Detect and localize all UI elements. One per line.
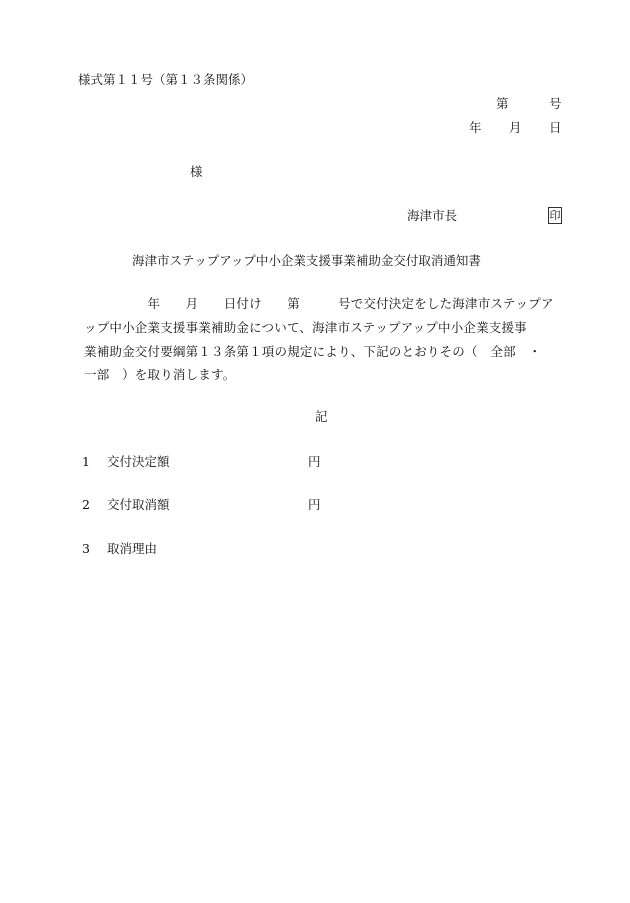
item-number: 3 bbox=[82, 541, 90, 556]
body-line-1: 年 月 日付け 第 号で交付決定をした海津市ステップア bbox=[84, 296, 554, 311]
body-line-3: 業補助金交付要綱第１３条第１項の規定により、下記のとおりその（ 全部 ・ bbox=[84, 344, 542, 359]
item-label: 交付決定額 bbox=[107, 454, 170, 469]
document-title: 海津市ステップアップ中小企業支援事業補助金交付取消通知書 bbox=[132, 253, 481, 268]
item-number: 1 bbox=[82, 454, 90, 469]
date-year: 年 bbox=[469, 120, 482, 135]
issuer-name: 海津市長 bbox=[407, 208, 458, 223]
body-line-4: 一部 ）を取り消します。 bbox=[84, 367, 236, 382]
doc-number-dai: 第 bbox=[496, 96, 509, 111]
item-number: 2 bbox=[82, 497, 90, 512]
item-unit: 円 bbox=[308, 454, 321, 469]
doc-number-go: 号 bbox=[549, 96, 562, 111]
date-month: 月 bbox=[509, 120, 522, 135]
ki-heading: 記 bbox=[315, 409, 328, 424]
date-day: 日 bbox=[549, 120, 562, 135]
body-line-2: ップ中小企業支援事業補助金について、海津市ステップアップ中小企業支援事 bbox=[84, 320, 527, 335]
item-label: 交付取消額 bbox=[107, 497, 170, 512]
form-label: 様式第１１号（第１３条関係） bbox=[78, 72, 254, 87]
seal-box bbox=[548, 207, 562, 224]
item-label: 取消理由 bbox=[107, 541, 158, 556]
item-unit: 円 bbox=[308, 497, 321, 512]
seal-char: 印 bbox=[549, 209, 561, 222]
addressee-suffix: 様 bbox=[190, 164, 203, 179]
